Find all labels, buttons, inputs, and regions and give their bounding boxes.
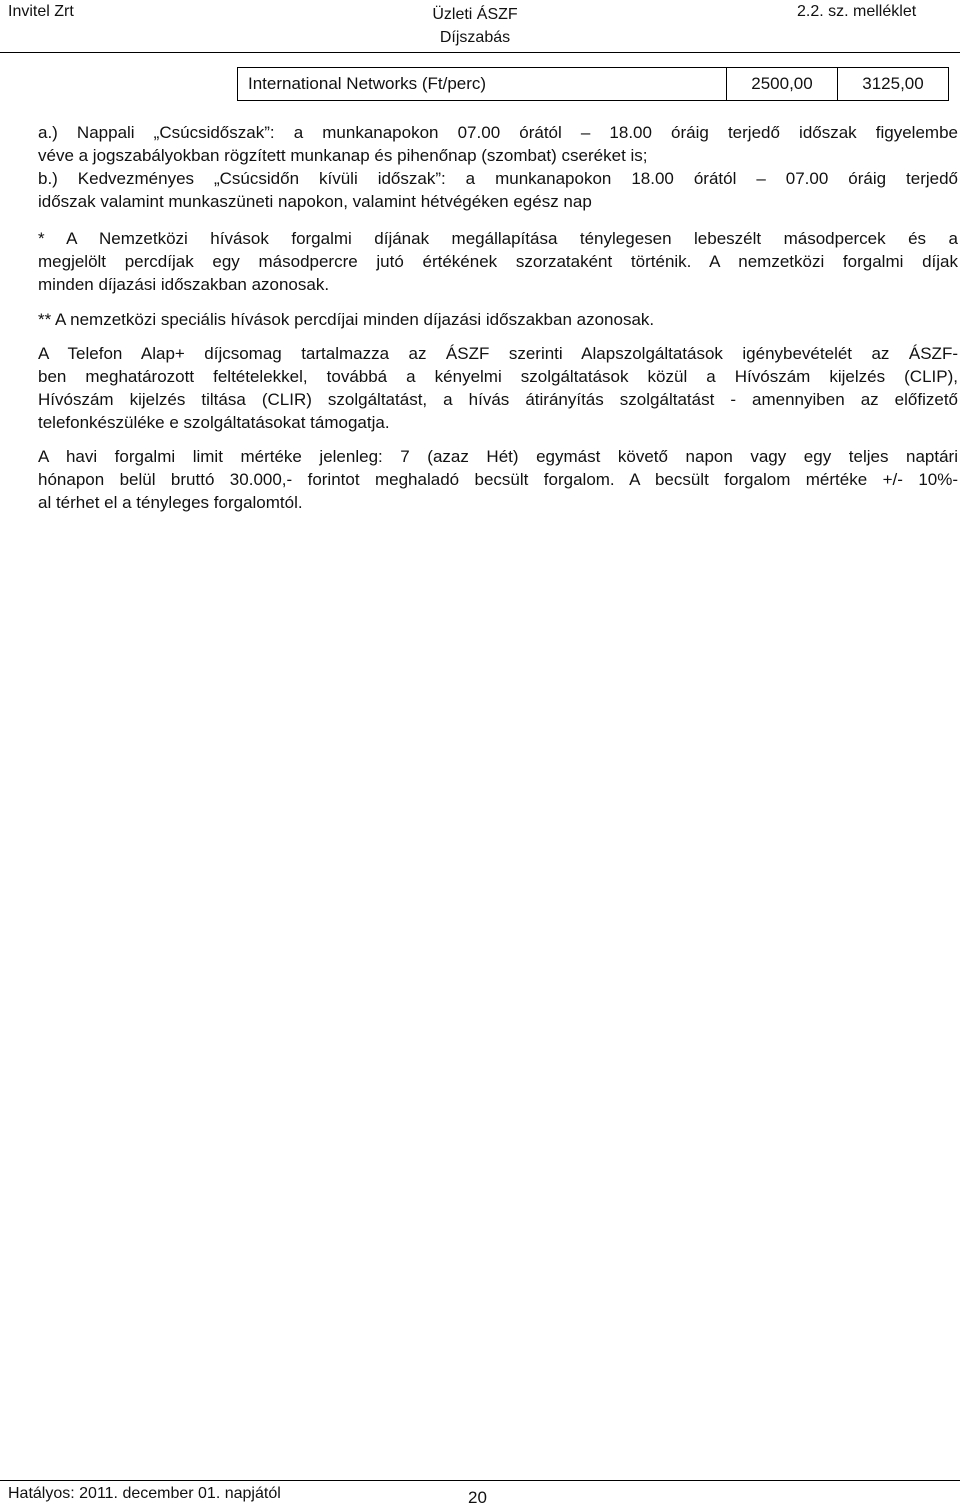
- paragraph-line: A havi forgalmi limit mértéke jelenleg: 7 (azaz Hét) egymást követő napon vagy egy teljes naptári: [38, 447, 958, 466]
- rate-label-cell: International Networks (Ft/perc): [238, 68, 727, 101]
- rate-value-cell: 3125,00: [838, 68, 949, 101]
- period-a-line: véve a jogszabályokban rögzített munkanap és pihenőnap (szombat) cseréket is;: [38, 146, 648, 165]
- paragraph-line: ben meghatározott feltételekkel, továbbá a kényelmi szolgáltatások közül a Hívószám kijelzés (CLIP),: [38, 367, 958, 386]
- header-divider: [0, 52, 960, 53]
- rates-table: [237, 67, 949, 101]
- company-name: Invitel Zrt: [8, 3, 74, 20]
- period-a-line: a.) Nappali „Csúcsidőszak”: a munkanapokon 07.00 órától – 18.00 óráig terjedő időszak figyelembe: [38, 123, 958, 142]
- paragraph-line: hónapon belül bruttó 30.000,- forintot meghaladó becsült forgalom. A becsült forgalom mértéke +/- 10%-: [38, 470, 958, 489]
- rate-value-cell: 2500,00: [727, 68, 838, 101]
- international-note: [38, 227, 958, 296]
- special-note: ** A nemzetközi speciális hívások percdíjai minden díjazási időszakban azonosak.: [38, 310, 655, 329]
- note-line: * A Nemzetközi hívások forgalmi díjának megállapítása ténylegesen lebeszélt másodpercek és a: [38, 229, 958, 248]
- paragraph-line: Hívószám kijelzés tiltása (CLIR) szolgáltatást, a hívás átirányítás szolgáltatást - amennyiben az előfizető: [38, 390, 958, 409]
- period-b-line: b.) Kedvezményes „Csúcsidőn kívüli időszak”: a munkanapokon 18.00 órától – 07.00 óráig terjedő: [38, 169, 958, 188]
- table-row: [238, 68, 949, 101]
- section-title: Díjszabás: [439, 29, 511, 46]
- paragraph-line: A Telefon Alap+ díjcsomag tartalmazza az ÁSZF szerinti Alapszolgáltatások igénybevételét az ÁSZF-: [38, 344, 958, 363]
- telefon-alap-paragraph: [38, 342, 958, 434]
- monthly-limit-paragraph: [38, 445, 958, 514]
- note-line: megjelölt percdíjak egy másodpercre jutó értékének szorzataként történik. A nemzetközi forgalmi díjak: [38, 252, 958, 271]
- footer-divider: [0, 1480, 960, 1481]
- annex-label: 2.2. sz. melléklet: [797, 3, 917, 20]
- note-line: minden díjazási időszakban azonosak.: [38, 275, 330, 294]
- period-definitions: [38, 121, 958, 213]
- document-title: Üzleti ÁSZF: [432, 6, 518, 23]
- paragraph-line: al térhet el a tényleges forgalomtól.: [38, 493, 303, 512]
- page-number: 20: [468, 1488, 487, 1507]
- effective-date: Hatályos: 2011. december 01. napjától: [8, 1485, 281, 1502]
- paragraph-line: telefonkészüléke e szolgáltatásokat támogatja.: [38, 413, 390, 432]
- period-b-line: időszak valamint munkaszüneti napokon, valamint hétvégéken egész nap: [38, 192, 592, 211]
- document-title-block: [408, 3, 542, 49]
